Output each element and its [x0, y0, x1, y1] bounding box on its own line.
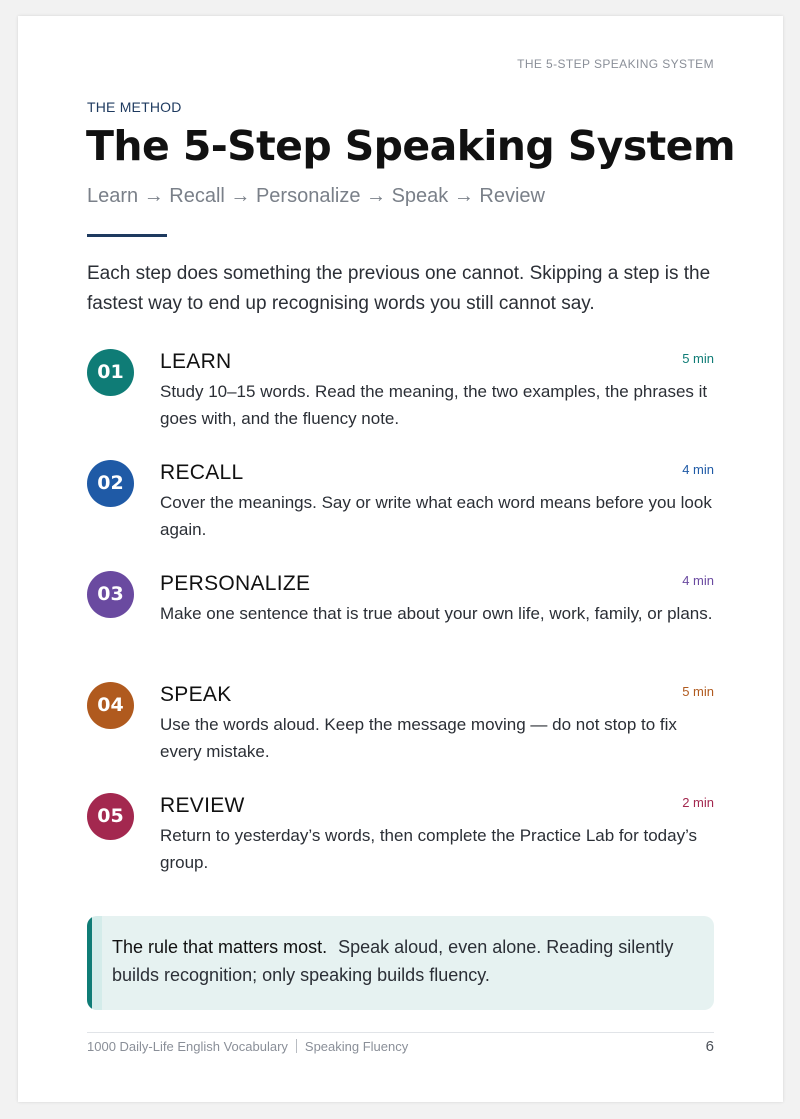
footer-section: Speaking Fluency	[304, 1039, 409, 1054]
footer	[87, 1039, 408, 1054]
step-duration: 4 min	[682, 573, 714, 588]
page-subtitle: Learn → Recall → Personalize → Speak → Review	[87, 185, 545, 207]
page	[18, 16, 783, 1102]
step-number-badge: 05	[87, 793, 134, 840]
step-description: Study 10–15 words. Read the meaning, the two examples, the phrases it goes with, and the fluency note.	[160, 382, 708, 428]
step-description: Use the words aloud. Keep the message moving — do not stop to fix every mistake.	[160, 715, 677, 761]
step-name: SPEAK	[160, 683, 232, 706]
page-number: 6	[705, 1038, 714, 1055]
step-item	[87, 457, 714, 557]
step-number-badge: 04	[87, 682, 134, 729]
step-name: PERSONALIZE	[160, 572, 311, 595]
step-item	[87, 346, 714, 446]
step-duration: 2 min	[682, 795, 714, 810]
step-description: Return to yesterday’s words, then complete the Practice Lab for today’s group.	[160, 826, 698, 872]
step-description: Make one sentence that is true about your own life, work, family, or plans.	[160, 604, 713, 623]
footer-book-title: 1000 Daily-Life English Vocabulary	[87, 1039, 288, 1054]
step-item	[87, 679, 714, 779]
intro-paragraph: Each step does something the previous one cannot. Skipping a step is the fastest way to end up recognising words you still cannot say.	[87, 263, 711, 314]
callout-lead: The rule that matters most.	[112, 937, 328, 957]
step-duration: 5 min	[682, 351, 714, 366]
callout-body: Speak aloud, even alone. Reading silently builds recognition; only speaking builds fluency.	[112, 937, 674, 985]
footer-separator	[296, 1039, 297, 1053]
step-number-badge: 02	[87, 460, 134, 507]
page-title: The 5-Step Speaking System	[86, 122, 736, 170]
step-item	[87, 568, 714, 668]
step-number-badge: 03	[87, 571, 134, 618]
section-eyebrow: THE METHOD	[87, 99, 182, 115]
footer-divider	[87, 1032, 714, 1033]
step-duration: 4 min	[682, 462, 714, 477]
step-name: LEARN	[160, 350, 232, 373]
step-item	[87, 790, 714, 890]
rule-callout	[87, 916, 714, 1010]
callout-accent-band	[92, 916, 102, 1010]
running-head: THE 5-STEP SPEAKING SYSTEM	[517, 57, 714, 71]
step-description: Cover the meanings. Say or write what each word means before you look again.	[160, 493, 712, 539]
step-duration: 5 min	[682, 684, 714, 699]
step-number-badge: 01	[87, 349, 134, 396]
callout-text	[112, 933, 697, 989]
title-underline	[87, 234, 167, 237]
step-name: REVIEW	[160, 794, 245, 817]
step-name: RECALL	[160, 461, 244, 484]
